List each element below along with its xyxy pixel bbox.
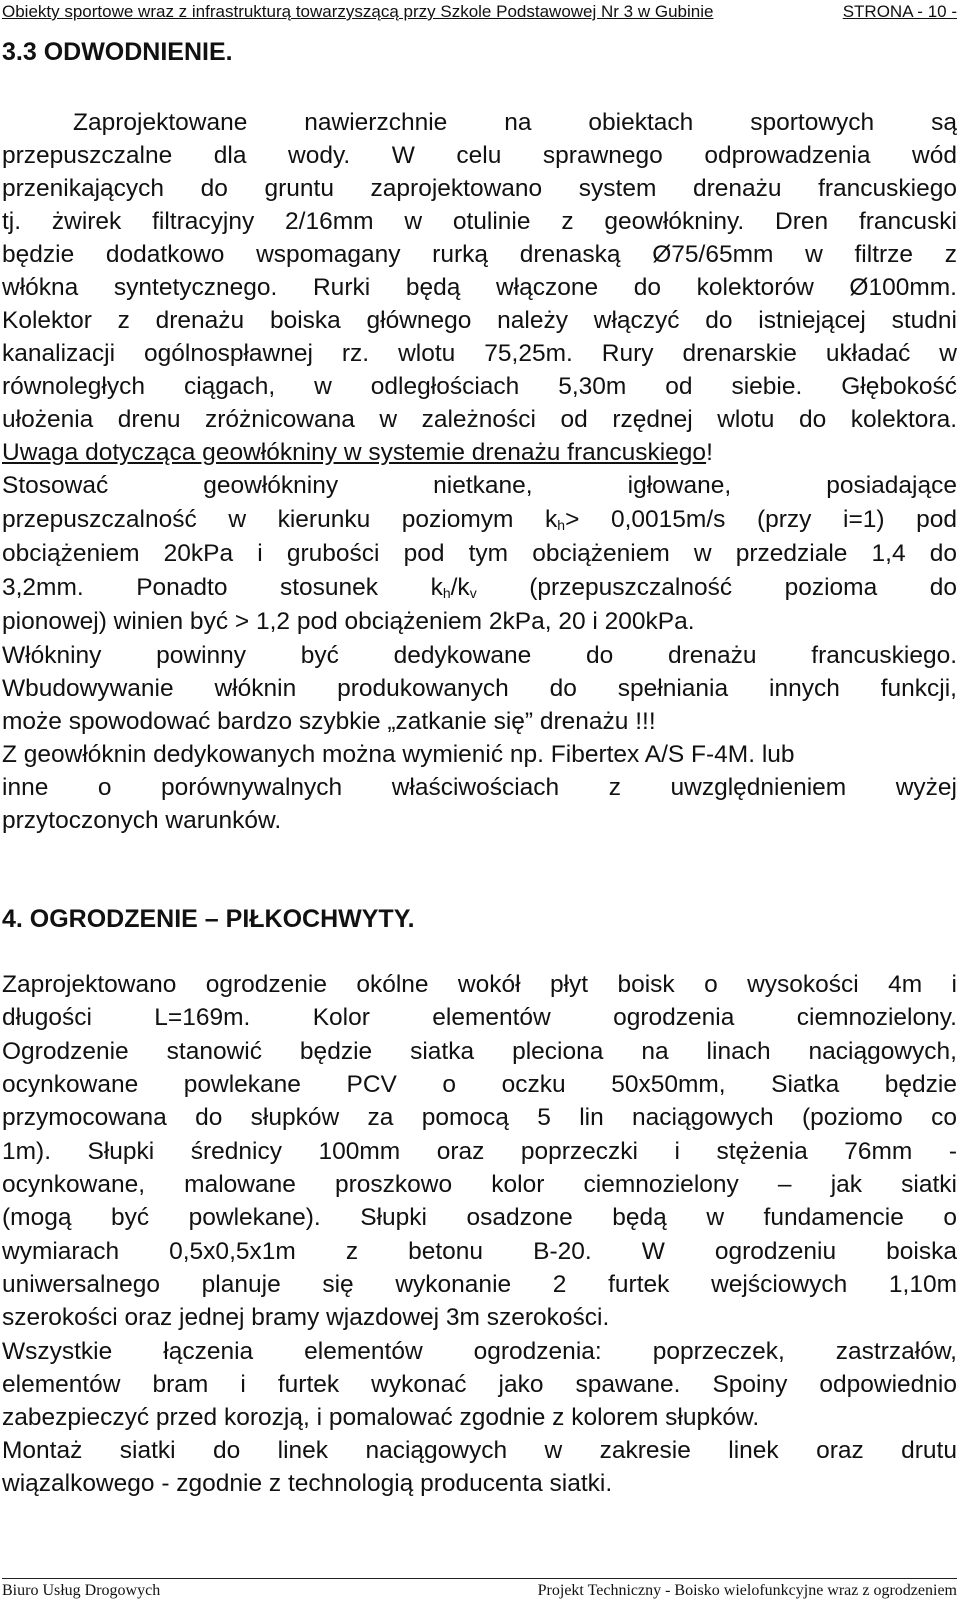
paragraph-line: równoległych ciągach, w odległościach 5,30m od siebie. Głębokość [2, 373, 957, 400]
paragraph-line: długości L=169m. Kolor elementów ogrodzenia ciemnozielony. [2, 1004, 957, 1031]
page-number: STRONA - 10 - [842, 2, 957, 21]
paragraph-line: uniwersalnego planuje się wykonanie 2 furtek wejściowych 1,10m [2, 1271, 957, 1298]
paragraph-line: ocynkowane powlekane PCV o oczku 50x50mm, Siatka będzie [2, 1071, 957, 1098]
page-header [2, 0, 957, 26]
paragraph-line: 1m). Słupki średnicy 100mm oraz poprzeczki i stężenia 76mm - [2, 1138, 957, 1165]
paragraph-line: elementów bram i furtek wykonać jako spawane. Spoiny odpowiednio [2, 1371, 957, 1398]
paragraph-line: ocynkowane, malowane proszkowo kolor ciemnozielony – jak siatki [2, 1171, 957, 1198]
paragraph-line: (mogą być powlekane). Słupki osadzone będą w fundamencie o [2, 1204, 957, 1231]
header-title: Obiekty sportowe wraz z infrastrukturą towarzyszącą przy Szkole Podstawowej Nr 3 w Gubinie [2, 2, 714, 21]
paragraph-line: inne o porównywalnych właściwościach z uwzględnieniem wyżej [2, 774, 957, 801]
paragraph-line: Z geowłóknin dedykowanych można wymienić np. Fibertex A/S F-4M. lub [2, 741, 795, 768]
paragraph-line: Włókniny powinny być dedykowane do drenażu francuskiego. [2, 642, 957, 669]
page-footer [2, 1578, 957, 1601]
paragraph-line: przenikających do gruntu zaprojektowano system drenażu francuskiego [2, 175, 957, 202]
paragraph-line: będzie dodatkowo wspomagany rurką drenaską Ø75/65mm w filtrze z [2, 241, 957, 268]
paragraph-line: Zaprojektowano ogrodzenie okólne wokół płyt boisk o wysokości 4m i [2, 971, 957, 998]
paragraph-line: zabezpieczyć przed korozją, i pomalować zgodnie z kolorem słupków. [2, 1404, 760, 1431]
paragraph-line: przymocowana do słupków za pomocą 5 lin naciągowych (poziomo co [2, 1104, 957, 1131]
paragraph-line: włókna syntetycznego. Rurki będą włączone do kolektorów Ø100mm. [2, 274, 957, 301]
paragraph-line: szerokości oraz jednej bramy wjazdowej 3m szerokości. [2, 1304, 610, 1331]
section-title-fencing: 4. OGRODZENIE – PIŁKOCHWYTY. [2, 905, 415, 933]
paragraph-line: Wbudowywanie włóknin produkowanych do spełniania innych funkcji, [2, 675, 957, 702]
paragraph-line: może spowodować bardzo szybkie „zatkanie się” drenażu !!! [2, 708, 656, 735]
paragraph-line: Stosować geowłókniny nietkane, igłowane, posiadające [2, 472, 957, 499]
paragraph-line: Wszystkie łączenia elementów ogrodzenia: poprzeczek, zastrzałów, [2, 1338, 957, 1365]
paragraph-line: pionowej) winien być > 1,2 pod obciążeniem 2kPa, 20 i 200kPa. [2, 608, 695, 635]
paragraph-line: przepuszczalne dla wody. W celu sprawnego odprowadzenia wód [2, 142, 957, 169]
paragraph-line: przepuszczalność w kierunku poziomym $k_h> 0,0015m/s$ (przy i=1) pod [2, 506, 957, 533]
paragraph-line: wymiarach 0,5x0,5x1m z betonu B-20. W ogrodzeniu boiska [2, 1238, 957, 1265]
paragraph-line: przytoczonych warunków. [2, 807, 282, 834]
paragraph-line: ułożenia drenu zróżnicowana w zależności od rzędnej wlotu do kolektora. [2, 406, 957, 433]
footer-project: Projekt Techniczny - Boisko wielofunkcyjne wraz z ogrodzeniem [537, 1582, 957, 1599]
paragraph-line: obciążeniem 20kPa i grubości pod tym obciążeniem w przedziale 1,4 do [2, 540, 957, 567]
paragraph-line: tj. żwirek filtracyjny 2/16mm w otulinie z geowłókniny. Dren francuski [2, 208, 958, 235]
paragraph-line: Montaż siatki do linek naciągowych w zakresie linek oraz drutu [2, 1437, 957, 1464]
paragraph-line: kanalizacji ogólnospławnej rz. wlotu 75,25m. Rury drenarskie układać w [2, 340, 957, 367]
paragraph-line: Ogrodzenie stanowić będzie siatka pleciona na linach naciągowych, [2, 1038, 957, 1065]
section-title-drainage: 3.3 ODWODNIENIE. [2, 38, 233, 66]
note-heading: Uwaga dotycząca geowłókniny w systemie drenażu francuskiego! [2, 439, 713, 466]
paragraph-line: 3,2mm. Ponadto stosunek $k_h/k_v$ (przepuszczalność pozioma do [2, 574, 957, 601]
paragraph-line: Zaprojektowane nawierzchnie na obiektach sportowych są [73, 109, 957, 136]
footer-company: Biuro Usług Drogowych [2, 1582, 161, 1599]
paragraph-line: Kolektor z drenażu boiska głównego należy włączyć do istniejącej studni [2, 307, 957, 334]
paragraph-line: wiązalkowego - zgodnie z technologią producenta siatki. [2, 1470, 613, 1497]
